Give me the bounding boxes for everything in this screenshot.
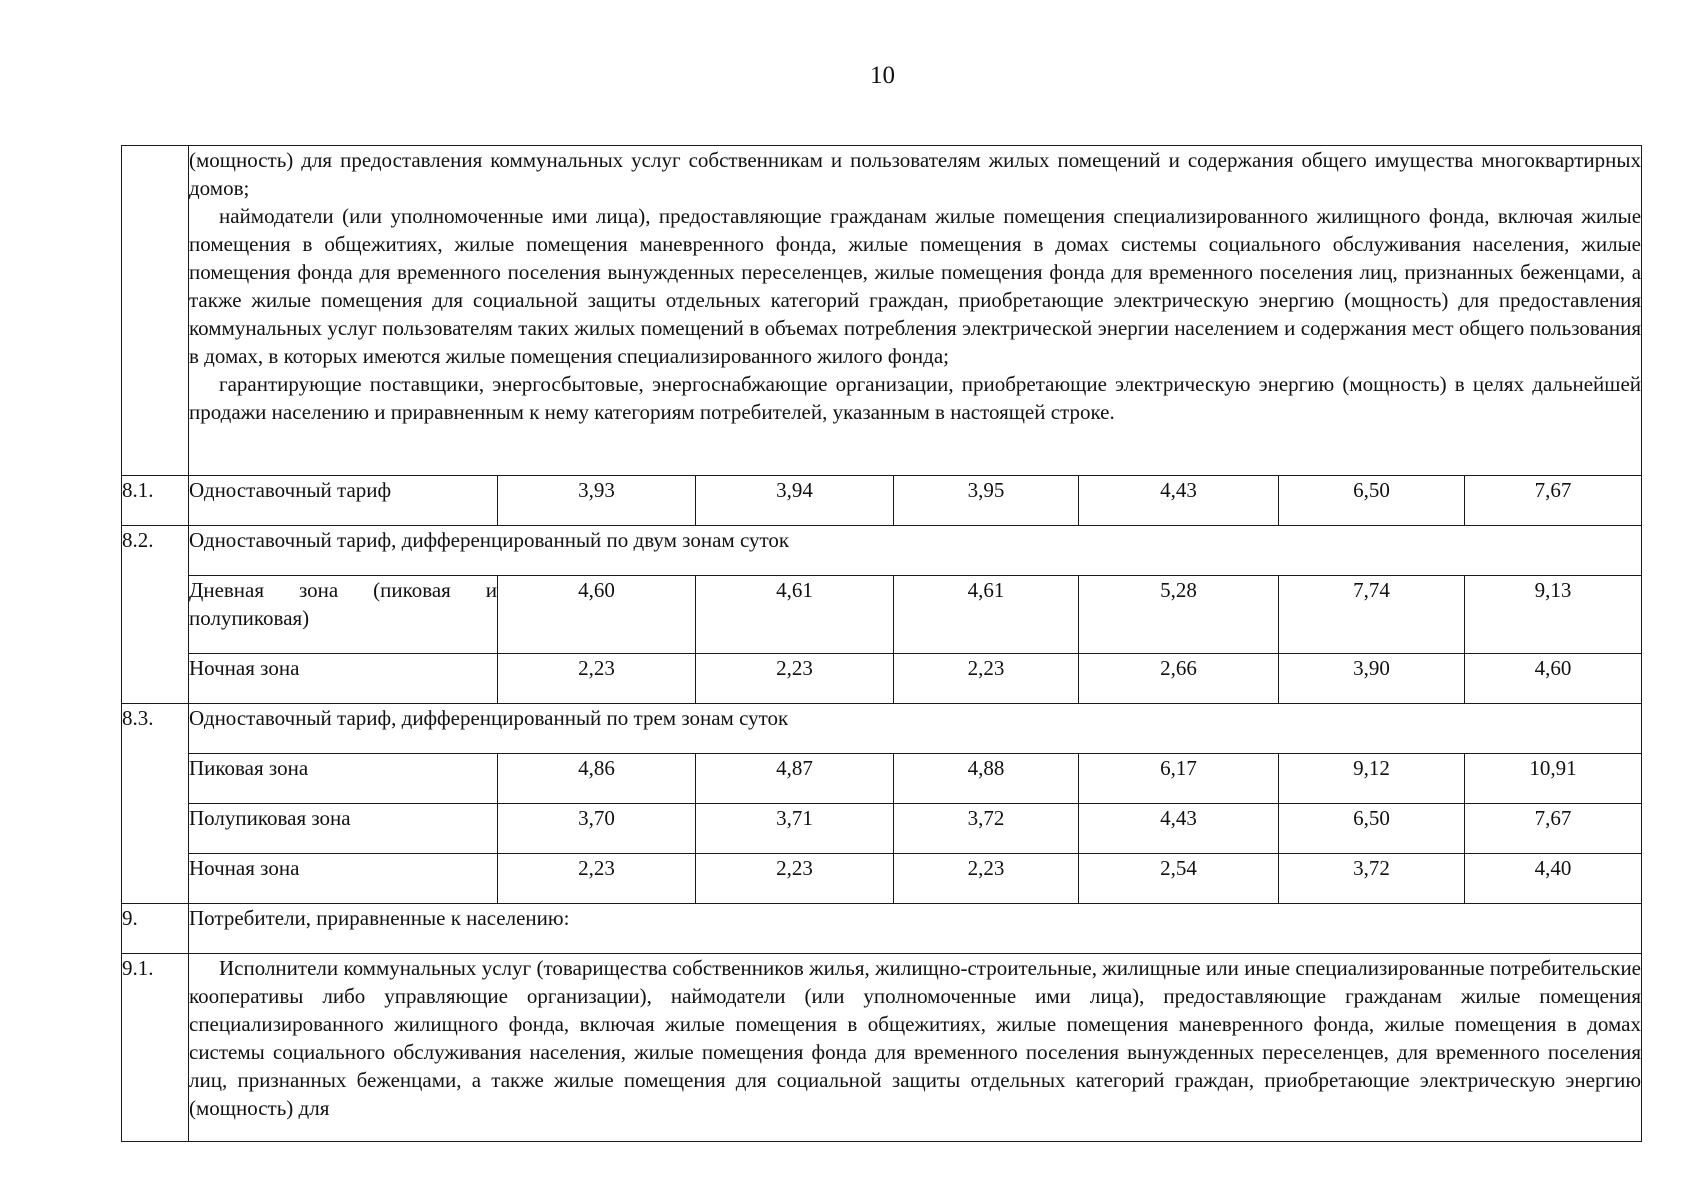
table-row xyxy=(122,954,1642,1142)
zone-label: Ночная зона xyxy=(189,654,498,704)
row-number: 9.1. xyxy=(122,954,189,1142)
value-cell: 2,23 xyxy=(894,654,1079,704)
value-cell: 10,91 xyxy=(1465,754,1642,804)
value-cell: 3,71 xyxy=(696,804,894,854)
row-number: 8.2. xyxy=(122,526,189,704)
value-cell: 3,94 xyxy=(696,476,894,526)
zone-label: Дневная зона (пиковая и полупиковая) xyxy=(189,576,498,654)
value-cell: 2,23 xyxy=(696,854,894,904)
row-text-cell xyxy=(189,954,1642,1142)
table-row xyxy=(122,704,1642,754)
row-label: Одноставочный тариф, дифференцированный по трем зонам суток xyxy=(189,704,1642,754)
intro-paragraph: (мощность) для предоставления коммунальных услуг собственникам и пользователям жилых помещений и содержания общего имущества многоквартирных домов; xyxy=(189,148,1642,200)
value-cell: 2,66 xyxy=(1079,654,1279,704)
value-cell: 4,43 xyxy=(1079,476,1279,526)
value-cell: 3,93 xyxy=(498,476,696,526)
value-cell: 2,23 xyxy=(498,854,696,904)
value-cell: 3,72 xyxy=(894,804,1079,854)
page-number: 10 xyxy=(870,62,895,89)
intro-paragraph: гарантирующие поставщики, энергосбытовые, энергоснабжающие организации, приобретающие электрическую энергию (мощность) в целях дальнейшей продажи населению и приравненным к нему категориям потребителей, указанным в настоящей строке. xyxy=(189,372,1642,424)
row-number: 8.1. xyxy=(122,476,189,526)
value-cell: 4,60 xyxy=(1465,654,1642,704)
zone-label: Ночная зона xyxy=(189,854,498,904)
value-cell: 4,60 xyxy=(498,576,696,654)
value-cell: 4,61 xyxy=(696,576,894,654)
row-label: Одноставочный тариф, дифференцированный по двум зонам суток xyxy=(189,526,1642,576)
value-cell: 3,72 xyxy=(1279,854,1465,904)
value-cell: 9,13 xyxy=(1465,576,1642,654)
table-row xyxy=(122,146,1642,476)
tariff-table xyxy=(121,145,1642,1142)
value-cell: 5,28 xyxy=(1079,576,1279,654)
table-row xyxy=(122,576,1642,654)
value-cell: 2,23 xyxy=(696,654,894,704)
row-number: 9. xyxy=(122,904,189,954)
value-cell: 6,50 xyxy=(1279,804,1465,854)
value-cell: 2,23 xyxy=(498,654,696,704)
table-row xyxy=(122,654,1642,704)
value-cell: 3,95 xyxy=(894,476,1079,526)
value-cell: 6,17 xyxy=(1079,754,1279,804)
value-cell: 7,67 xyxy=(1465,804,1642,854)
intro-text-cell xyxy=(189,146,1642,476)
value-cell: 4,43 xyxy=(1079,804,1279,854)
table-row xyxy=(122,804,1642,854)
value-cell: 2,23 xyxy=(894,854,1079,904)
value-cell: 7,67 xyxy=(1465,476,1642,526)
table-row xyxy=(122,854,1642,904)
table-row xyxy=(122,476,1642,526)
value-cell: 3,70 xyxy=(498,804,696,854)
intro-paragraph: наймодатели (или уполномоченные ими лица), предоставляющие гражданам жилые помещения специализированного жилищного фонда, включая жилые помещения в общежитиях, жилые помещения маневренного фонда, жилые помещения в домах системы социального обслуживания населения, жилые помещения фонда для временного поселения вынужденных переселенцев, жилые помещения фонда для временного поселения лиц, признанных беженцами, а также жилые помещения для социальной защиты отдельных категорий граждан, приобретающие электрическую энергию (мощность) для предоставления коммунальных услуг пользователям таких жилых помещений в объемах потребления электрической энергии населением и содержания мест общего пользования в домах, в которых имеются жилые помещения специализированного жилого фонда; xyxy=(189,204,1642,368)
zone-label: Пиковая зона xyxy=(189,754,498,804)
table-row xyxy=(122,526,1642,576)
table-row xyxy=(122,754,1642,804)
value-cell: 4,88 xyxy=(894,754,1079,804)
value-cell: 4,40 xyxy=(1465,854,1642,904)
row-text: Исполнители коммунальных услуг (товарищества собственников жилья, жилищно-строительные, жилищные или иные специализированные потребительские кооперативы либо управляющие организации), наймодатели (или уполномоченные ими лица), предоставляющие гражданам жилые помещения специализированного жилищного фонда, включая жилые помещения в общежитиях, жилые помещения маневренного фонда, жилые помещения в домах системы социального обслуживания населения, жилые помещения фонда для временного поселения вынужденных переселенцев, для временного поселения лиц, признанных беженцами, а также жилые помещения для социальной защиты отдельных категорий граждан, приобретающие электрическую энергию (мощность) для xyxy=(189,956,1642,1120)
zone-label: Полупиковая зона xyxy=(189,804,498,854)
row-number: 8.3. xyxy=(122,704,189,904)
value-cell: 9,12 xyxy=(1279,754,1465,804)
value-cell: 2,54 xyxy=(1079,854,1279,904)
value-cell: 7,74 xyxy=(1279,576,1465,654)
value-cell: 6,50 xyxy=(1279,476,1465,526)
value-cell: 4,61 xyxy=(894,576,1079,654)
row-label: Потребители, приравненные к населению: xyxy=(189,904,1642,954)
value-cell: 4,86 xyxy=(498,754,696,804)
row-label: Одноставочный тариф xyxy=(189,476,498,526)
value-cell: 4,87 xyxy=(696,754,894,804)
row-number-cell xyxy=(122,146,189,476)
table-row xyxy=(122,904,1642,954)
value-cell: 3,90 xyxy=(1279,654,1465,704)
